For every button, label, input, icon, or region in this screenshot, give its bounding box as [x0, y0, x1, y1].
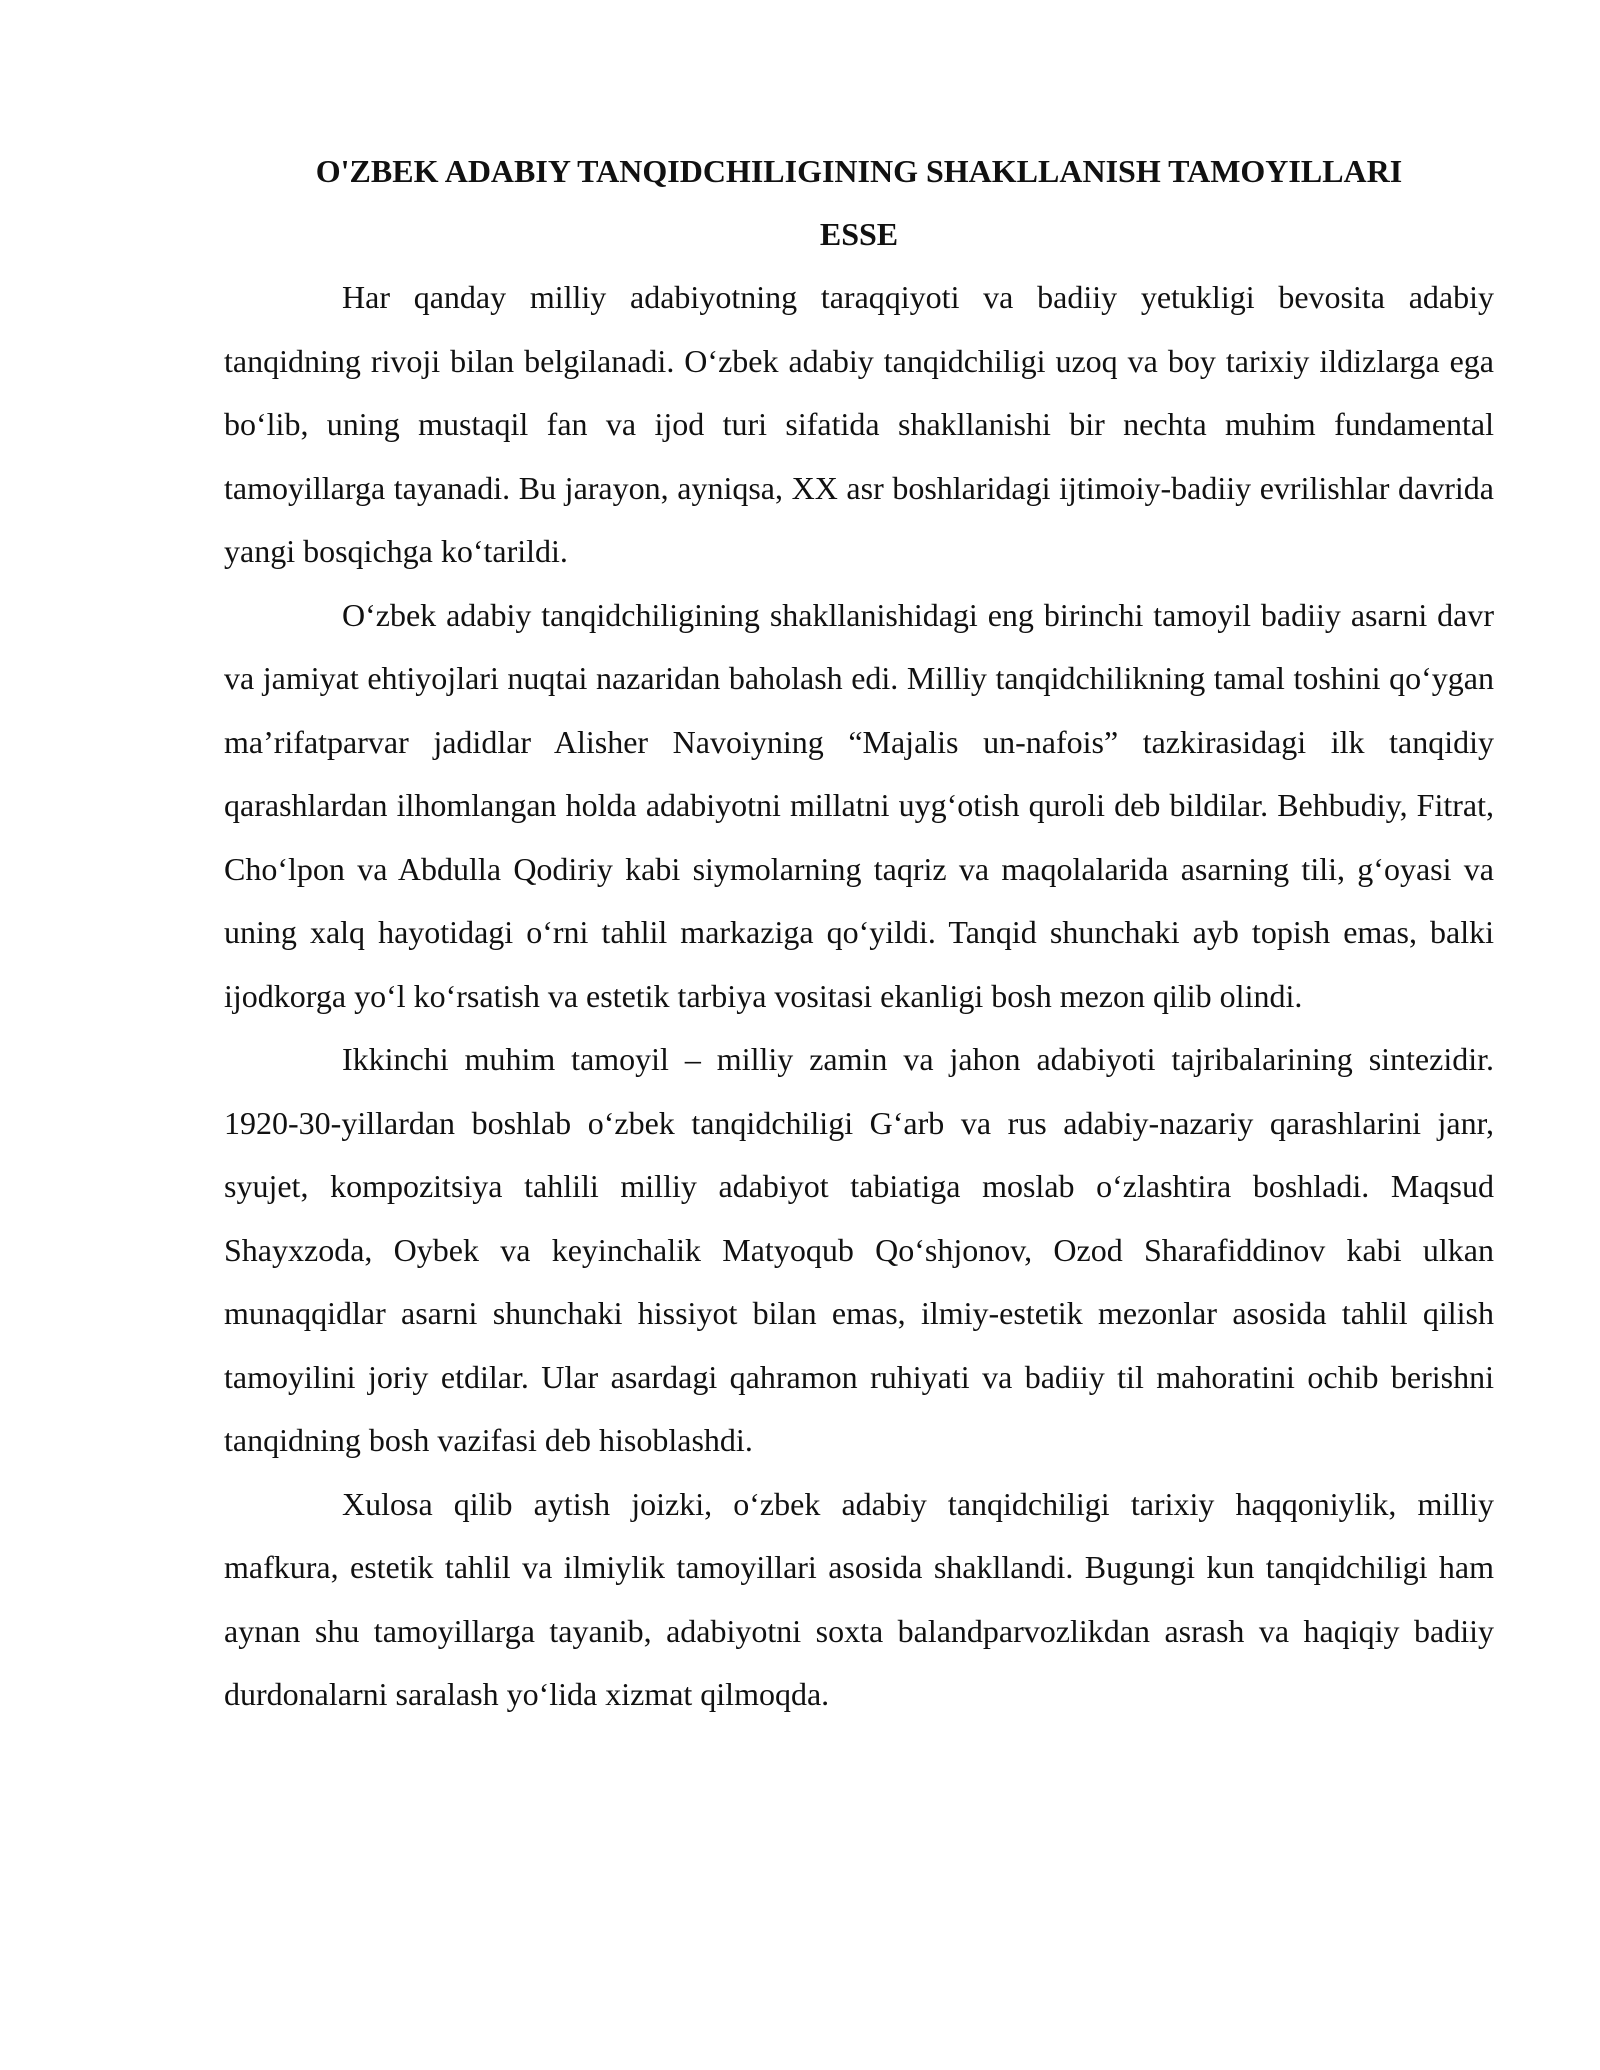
paragraph-intro: Har qanday milliy adabiyotning taraqqiyoti va badiiy yetukligi bevosita adabiy tanqidning rivoji bilan belgilanadi. O‘zbek adabiy tanqidchiligi uzoq va boy tarixiy ildizlarga ega bo‘lib, uning mustaqil fan va ijod turi sifatida shakllanishi bir nechta muhim fundamental tamoyillarga tayanadi. Bu jarayon, ayniqsa, XX asr boshlaridagi ijtimoiy-badiiy evrilishlar davrida yangi bosqichga ko‘tarildi. [224, 279, 1494, 569]
document-subtitle: ESSE [819, 216, 899, 252]
paragraph-first-principle: O‘zbek adabiy tanqidchiligining shakllanishidagi eng birinchi tamoyil badiiy asarni davr va jamiyat ehtiyojlari nuqtai nazaridan baholash edi. Milliy tanqidchilikning tamal toshini qo‘ygan ma’rifatparvar jadidlar Alisher Navoiyning “Majalis un-nafois” tazkirasidagi ilk tanqidiy qarashlardan ilhomlangan holda adabiyotni millatni uyg‘otish quroli deb bildilar. Behbudiy, Fitrat, Cho‘lpon va Abdulla Qodiriy kabi siymolarning taqriz va maqolalarida asarning tili, g‘oyasi va uning xalq hayotidagi o‘rni tahlil markaziga qo‘yildi. Tanqid shunchaki ayb topish emas, balki ijodkorga yo‘l ko‘rsatish va estetik tarbiya vositasi ekanligi bosh mezon qilib olindi. [224, 596, 1494, 1014]
document-body [224, 140, 1494, 1727]
paragraph-second-principle: Ikkinchi muhim tamoyil – milliy zamin va jahon adabiyoti tajribalarining sintezidir. 1920-30-yillardan boshlab o‘zbek tanqidchiligi G‘arb va rus adabiy-nazariy qarashlarini janr, syujet, kompozitsiya tahlili milliy adabiyot tabiatiga moslab o‘zlashtira boshladi. Maqsud Shayxzoda, Oybek va keyinchalik Matyoqub Qo‘shjonov, Ozod Sharafiddinov kabi ulkan munaqqidlar asarni shunchaki hissiyot bilan emas, ilmiy-estetik mezonlar asosida tahlil qilish tamoyilini joriy etdilar. Ular asardagi qahramon ruhiyati va badiiy til mahoratini ochib berishni tanqidning bosh vazifasi deb hisoblashdi. [224, 1041, 1494, 1458]
paragraph-conclusion: Xulosa qilib aytish joizki, o‘zbek adabiy tanqidchiligi tarixiy haqqoniylik, milliy mafkura, estetik tahlil va ilmiylik tamoyillari asosida shakllandi. Bugungi kun tanqidchiligi ham aynan shu tamoyillarga tayanib, adabiyotni soxta balandparvozlikdan asrash va haqiqiy badiiy durdonalarni saralash yo‘lida xizmat qilmoqda. [224, 1485, 1494, 1712]
document-title: O'ZBEK ADABIY TANQIDCHILIGINING SHAKLLANISH TAMOYILLARI [315, 153, 1403, 189]
